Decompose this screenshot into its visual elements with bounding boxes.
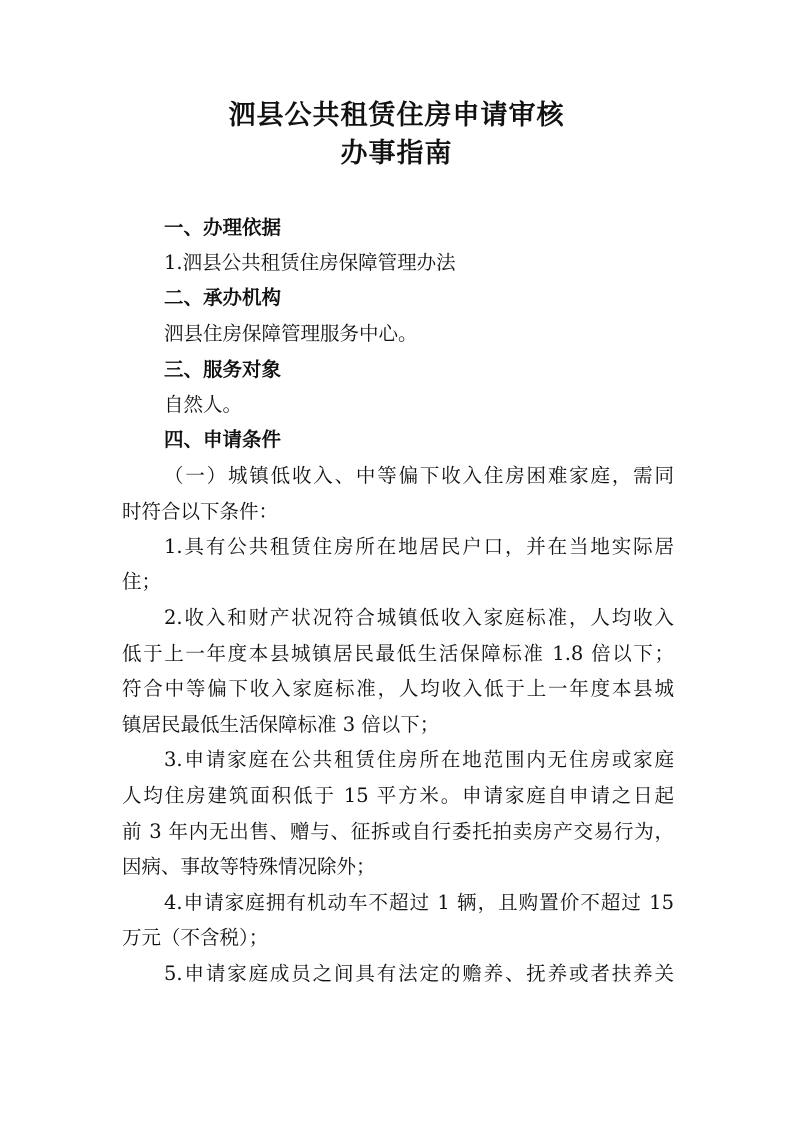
document-subtitle: 办事指南 [340, 138, 453, 169]
basis-item: 1.泗县公共租赁住房保障管理办法 [164, 251, 456, 274]
section-heading-target: 三、服务对象 [164, 358, 282, 381]
agency-text: 泗县住房保障管理服务中心。 [164, 322, 418, 345]
target-text: 自然人。 [164, 393, 243, 416]
body-line: 2.收入和财产状况符合城镇低收入家庭标准，人均收入 [164, 606, 674, 629]
body-line: （一）城镇低收入、中等偏下收入住房困难家庭，需同 [164, 464, 674, 487]
body-line: 万元（不含税）； [122, 926, 269, 949]
body-line: 符合中等偏下收入家庭标准，人均收入低于上一年度本县城 [122, 677, 674, 700]
body-line: 5.申请家庭成员之间具有法定的赡养、抚养或者扶养关 [164, 962, 674, 985]
body-line: 时符合以下条件： [122, 500, 279, 523]
body-line: 住； [122, 570, 162, 593]
body-line: 镇居民最低生活保障标准 3 倍以下； [122, 713, 440, 736]
body-line: 4.申请家庭拥有机动车不超过 1 辆，且购置价不超过 15 [164, 891, 674, 914]
document-title: 泗县公共租赁住房申请审核 [228, 100, 565, 131]
body-line: 因病、事故等特殊情况除外； [122, 855, 376, 878]
body-line: 3.申请家庭在公共租赁住房所在地范围内无住房或家庭 [164, 748, 674, 771]
section-heading-basis: 一、办理依据 [164, 216, 282, 239]
body-line: 前 3 年内无出售、赠与、征拆或自行委托拍卖房产交易行为， [122, 820, 674, 843]
body-line: 1.具有公共租赁住房所在地居民户口，并在当地实际居 [164, 535, 674, 558]
body-line: 低于上一年度本县城镇居民最低生活保障标准 1.8 倍以下； [122, 642, 674, 665]
section-heading-conditions: 四、申请条件 [164, 428, 282, 451]
section-heading-agency: 二、承办机构 [164, 286, 282, 309]
body-line: 人均住房建筑面积低于 15 平方米。申请家庭自申请之日起 [122, 784, 674, 807]
